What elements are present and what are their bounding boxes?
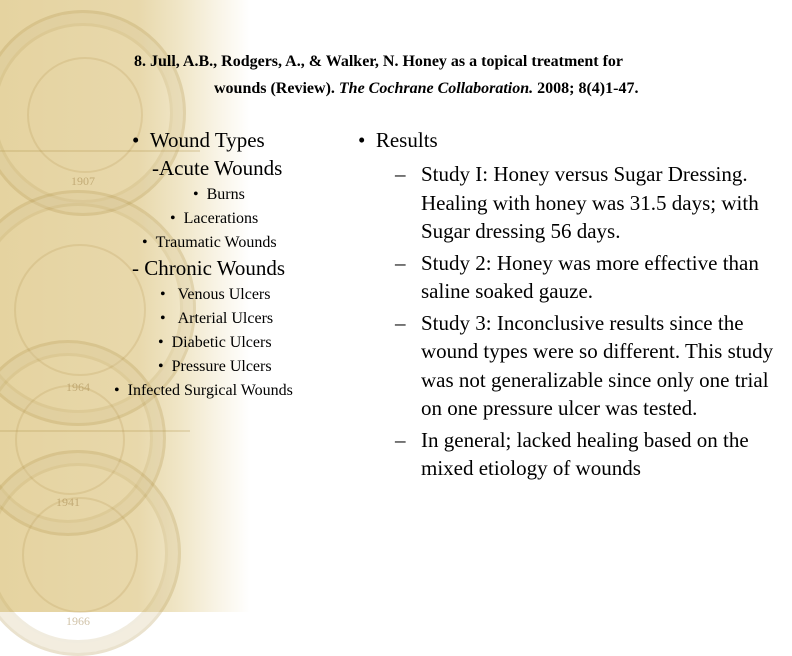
bullet-icon: • [158,334,164,351]
bullet-icon: • [160,310,166,327]
bullet-icon: • [170,210,176,227]
results-list [395,160,780,486]
list-item: • Arterial Ulcers [160,307,273,331]
list-item: • Infected Surgical Wounds [114,379,293,403]
results-heading: • Results [358,128,438,152]
bullet-icon: • [114,382,120,399]
list-item: • Diabetic Ulcers [158,331,272,355]
college-seal-icon [0,10,186,216]
acute-wounds-heading: -Acute Wounds [152,156,283,180]
list-item: • Traumatic Wounds [142,231,277,255]
citation-journal: The Cochrane Collaboration. [338,80,534,97]
seal-year: 1941 [56,495,80,510]
citation-prefix: wounds (Review). [214,80,339,97]
list-item: – Study 2: Honey was more effective than saline soaked gauze. [395,250,759,303]
list-item: • Lacerations [170,207,258,231]
bullet-icon: • [358,128,366,152]
bullet-icon: • [132,128,140,152]
list-item: – Study I: Honey versus Sugar Dressing. Healing with honey was 31.5 days; with Sugar dressing 56 days. [395,162,759,243]
bullet-icon: • [142,234,148,251]
list-item: • Pressure Ulcers [158,355,272,379]
citation [134,48,774,102]
list-item: • Burns [193,183,245,207]
citation-line-2 [134,75,774,102]
list-item: – In general; lacked healing based on the mixed etiology of wounds [395,427,749,480]
citation-line-1: 8. Jull, A.B., Rodgers, A., & Walker, N. Honey as a topical treatment for [134,53,624,70]
seal-year: 1964 [66,380,90,395]
wound-types-heading: • Wound Types [132,128,265,152]
list-item: • Venous Ulcers [160,283,270,307]
seal-year: 1907 [71,174,95,188]
dash-icon: – [395,250,406,275]
chronic-wounds-heading: - Chronic Wounds [132,256,286,280]
bullet-icon: • [160,286,166,303]
seal-year: 1966 [66,614,90,628]
dash-icon: – [395,162,406,186]
dash-icon: – [395,427,406,452]
bullet-icon: • [158,358,164,375]
dash-icon: – [395,310,406,335]
list-item: – Study 3: Inconclusive results since the wound types were so different. This study was not generalizable since only one trial on one pressure ulcer was tested. [395,310,774,420]
citation-suffix: 2008; 8(4)1-47. [533,80,639,97]
bullet-icon: • [193,186,199,203]
